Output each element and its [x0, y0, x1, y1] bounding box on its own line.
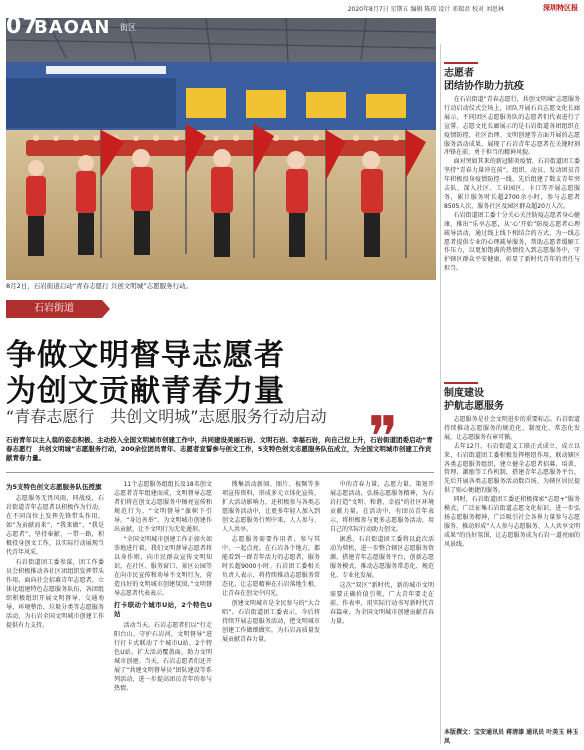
- sidebar-paragraph: 同时，石岩街道团工委还积极探索“志愿+”服务模式，广泛征集石岩街道志愿文化标识，进一步弘扬志愿服务精神，广泛吸引社会各界力量参与志愿服务，推动形成“人人参与志愿服务、人人共享文明成果”的良好氛围，让志愿服务成为石岩一道亮丽的风景线。: [444, 496, 580, 548]
- column-paragraph: 创建文明城市是全民参与的“大合唱”。石岩街道团工委表示，今后将持续开展志愿服务活动，把文明城市创建工作做细做实，为石岩高质量发展贡献青春力量。: [222, 600, 320, 643]
- photo-caption: 8月2日，石岩街道启动“青春志愿行 共创文明城”志愿服务行动。: [6, 282, 193, 290]
- column-paragraph: 志愿服务需要作用者，参与其中，一起点亮。在石岩各个地方，都能看到一群青年活力的志愿者，服务时长超9000小时。石岩团工委相关负责人表示，将持续推动志愿服务常态化，让志愿精神在石岩落地生根，让青春在创文中闪光。: [222, 536, 320, 597]
- headline-line-2: 为创文贡献青春力量: [6, 374, 285, 409]
- article-column-1: [6, 480, 104, 631]
- sidebar-paragraph: 石岩街道团工委十分关心关注防疫志愿者身心健康，推出“乐享志愿，从‘心’开始”防疫志愿者心理疏导活动，通过线上线下相结合的方式，为一线志愿者提供专业的心理疏导服务，帮助志愿者缓解工作压力，以更加饱满的热情投入到志愿服务中，守护辖区群众平安健康，彰显了新时代青年的责任与担当。: [444, 211, 580, 273]
- subheadline: “青春志愿行 共创文明城”志愿服务行动启动: [6, 407, 327, 426]
- column-paragraph: 11个志愿服务组组长及18名创文志愿者青年组建而成，文明督导志愿者们将在创文志愿服务中擦亮宣传和规范行为，“文明督导”旗帜下引导。“身边善举”，为文明城市创建作出贡献，让不文明行为无处遁形。: [114, 481, 212, 533]
- byline: 本版撰文：宝安通讯员 蒋清漆 通讯员 叶美玉 林玉凤: [444, 729, 579, 745]
- sidebar-title-2-text: 制度建设 护航志愿服务: [444, 388, 504, 412]
- column-paragraph: 石岩街道团工委参谋，团工作委员会积极推动各社区团组织发挥带头作用，面向社会招募青年志愿者，立体化组建特色志愿服务队伍，各团组织积极组织开展文明督导、交通劝导、环境整治、垃圾分类等志愿服务活动，为石岩全国文明城市创建工作提供有力支持。: [6, 559, 104, 629]
- page-number: 07: [6, 14, 39, 39]
- column-paragraph: “全国文明城市创建工作正如火如荼地进行着，我们文明督导志愿者将以身作则，向市民群众宣传文明知识，在社区、服务窗口、景区公园等在向市民宣传和劝导不文明行为，营造良好的文明城市创建氛围，”文明督导志愿者代表表示。: [114, 536, 212, 597]
- sidebar-paragraph: 面对突如其来的新冠肺炎疫情，石岩街道团工委坚持“青春力量冲在前”，组织、动员、发动团员青年积极投身疫情防控一线，先后组建了数支青年突击队，深入社区、工业园区、卡口等开展志愿服务，累计服务时长超2700余小时，参与志愿者8505人次，服务社区及园区群众超20万人次。: [444, 158, 580, 210]
- title-accent-bar: [444, 62, 478, 64]
- column-paragraph: 据悉，石岩街道团工委将以此次活动为契机，进一步整合辖区志愿服务资源，搭建青年志愿服务平台，创新志愿服务模式，推动志愿服务常态化、规范化、专业化发展。: [330, 536, 434, 579]
- column-paragraph: 搜集活动新闻、图片、视频等多项宣传资料，形成多元立体化宣传，扩大活动影响力，还积极参与各类志愿服务活动中，让更多年轻人加入到创文志愿服务行列中来，人人参与、人人共享。: [222, 481, 320, 533]
- lead-paragraph: 石岩青年以主人翁的姿态积极、主动投入全国文明城市创建工作中，共同建设美丽石岩、文明石岩、幸福石岩，向自己位上升，石岩街道团委启动“青春志愿行 共创文明城”志愿服务行动，200余位团员青年、志愿者宣誓参与创文工作，5支特色创文志愿服务队伍成立，为全国文明城市创建工作贡献青春力量。: [6, 436, 433, 462]
- sidebar-body-1: [444, 96, 580, 274]
- article-column-4: [330, 480, 434, 627]
- quote-mark-icon: ❞: [368, 405, 399, 470]
- column-subhead: 为5支特色创文志愿服务队伍授旗: [6, 483, 102, 491]
- column-paragraph: 活动当天，石岩志愿者们以“行走阳台山，守护石岩河，文明督导”进行打卡式联动了个城市U站，2个特色U站，扩大活动覆盖面，助力文明城市创建。当天，石岩志愿者们还开展了“共建文明督导员”团队建设等系列活动，进一步提高团员青年的参与热情。: [114, 622, 212, 692]
- sidebar-title-1: [444, 62, 580, 93]
- column-paragraph: 中的青春力量，志愿力量。策划开展志愿活动，弘扬志愿服务精神，为石岩打造“文明、和谐、幸福”的社区环境贡献力量。在活动中，有团员青年表示，将积极参与更多志愿服务活动，用自己的实际行动助力创文。: [330, 481, 434, 533]
- section-sub: 街区: [120, 23, 136, 32]
- issue-meta: 2020年8月7日 星期五 编辑 陈琼 设计 邓瑞君 校对 刘思林: [347, 6, 504, 13]
- article-column-2: [114, 480, 212, 694]
- volunteer-ceremony-image: [6, 18, 436, 280]
- sidebar-paragraph: 在石岩街道“青春志愿行，共创文明城”志愿服务行动启动仪式会场上，团队开展石岩志愿文化长廊展示，不同团区志愿服务队的志愿者们代表进行了宣誓。志愿文化长廊展示的是石岩街道各团组织在疫情防控、社区治理、文明创建等方面开展的志愿服务活动成果，展现了石岩青年志愿者在关键时刻冲锋在前、勇于担当的精神风貌。: [444, 96, 580, 157]
- title-accent-bar: [444, 382, 478, 384]
- section-name: BAOAN: [34, 17, 111, 38]
- headline-line-1: 争做文明督导志愿者: [6, 338, 285, 373]
- newspaper-logo: 深圳特区报: [543, 4, 578, 12]
- sidebar-body-2: [444, 416, 580, 550]
- sidebar-title-1-text: 志愿者 团结协作助力抗疫: [444, 68, 524, 92]
- divider: [6, 472, 434, 473]
- article-column-3: [222, 480, 320, 645]
- sidebar-title-2: [444, 382, 580, 413]
- sidebar-paragraph: 志愿服务是社会文明进步的重要标志。石岩街道持续推动志愿服务的规范化、制度化、常态化发展，让志愿服务有章可循。: [444, 416, 580, 441]
- sidebar-paragraph: 去年12月，石岩街道义工联正式成立，成立以来，石岩街道团工委积极发挥枢纽作用，联动辖区各类志愿服务组织，建立健全志愿者招募、培训、管理、激励等工作机制，搭建青年志愿服务平台，先后开展各类志愿服务活动数百场，为辖区居民提供了贴心便捷的服务。: [444, 442, 580, 495]
- column-paragraph: 志愿服务无畏风雨，同战疫，石岩街道青年志愿者以积极作为行动，在不同岗位上发挥先锋带头作用。如“为贡献而来”，“我来做”，“我是志愿者”，坚持奉献、一带一路，积极投身创文工作，以实际行动展现当代青年风采。: [6, 495, 104, 556]
- main-photo: [6, 18, 436, 280]
- district-label: 石岩街道: [6, 300, 102, 318]
- column-paragraph: 这次“双区”新时代，新的城市文明需要正确价值引领，广大青年要走在前、作表率，用实际行动书写新时代青春篇章，为全国文明城市创建贡献青春力量。: [330, 582, 434, 625]
- sidebar-divider: [440, 44, 441, 744]
- column-subhead: 打卡联动个城市U站，2个特色U站: [114, 601, 212, 618]
